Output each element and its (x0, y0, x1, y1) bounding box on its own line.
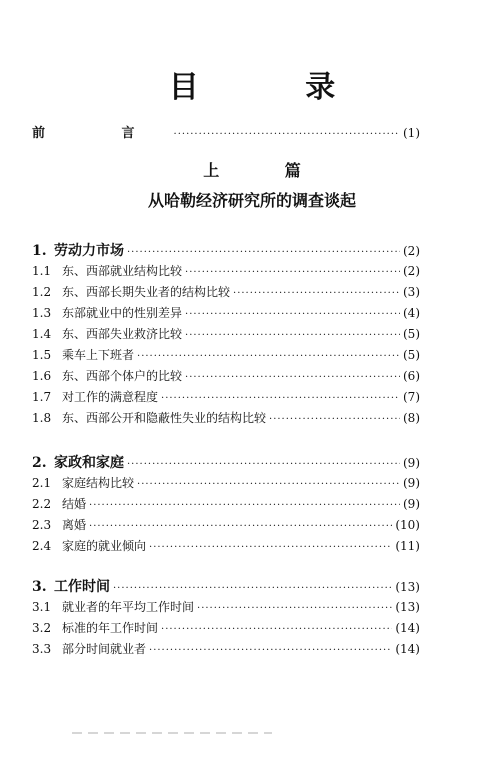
section-number: 2.4 (32, 539, 52, 553)
section-entry[interactable] (32, 367, 420, 385)
section-entry[interactable] (32, 346, 420, 364)
section-entry[interactable] (32, 474, 420, 492)
page-number: (3) (403, 285, 420, 299)
preface-entry[interactable] (32, 122, 420, 140)
part-title: 上 篇 (203, 161, 331, 180)
leader-dots (233, 288, 400, 299)
section-title: 乘车上下班者 (62, 348, 135, 362)
chapter-number: 2. (32, 455, 47, 471)
section-number: 1.2 (32, 285, 52, 299)
leader-dots (185, 372, 400, 383)
chapter-title: 工作时间 (54, 579, 110, 595)
section-number: 1.6 (32, 369, 52, 383)
chapter-entry[interactable] (32, 576, 420, 594)
section-number: 3.2 (32, 621, 52, 635)
section-title: 对工作的满意程度 (62, 390, 159, 404)
section-title: 东、西部失业救济比较 (62, 327, 183, 341)
section-number: 1.5 (32, 348, 52, 362)
page-number: (6) (403, 369, 420, 383)
scan-artifact (72, 732, 272, 734)
section-entry[interactable] (32, 262, 420, 280)
section-number: 1.4 (32, 327, 52, 341)
section-number: 3.3 (32, 642, 52, 656)
toc-title: 目 录 (168, 70, 384, 105)
section-entry[interactable] (32, 537, 420, 555)
page-number: (9) (403, 476, 420, 490)
leader-dots (113, 583, 392, 594)
page-number: (13) (395, 580, 420, 594)
leader-dots (185, 267, 400, 278)
section-title: 就业者的年平均工作时间 (62, 600, 195, 614)
page-number: (7) (403, 390, 420, 404)
leader-dots (127, 247, 400, 258)
leader-dots (185, 330, 400, 341)
section-entry[interactable] (32, 304, 420, 322)
section-title: 标准的年工作时间 (62, 621, 159, 635)
page-number: (9) (403, 497, 420, 511)
section-number: 2.3 (32, 518, 52, 532)
section-number: 1.3 (32, 306, 52, 320)
section-number: 1.7 (32, 390, 52, 404)
page-number: (10) (395, 518, 420, 532)
page-number: (4) (403, 306, 420, 320)
section-entry[interactable] (32, 409, 420, 427)
page-number: (8) (403, 411, 420, 425)
section-number: 1.1 (32, 264, 52, 278)
leader-dots (149, 542, 392, 553)
leader-dots (185, 309, 400, 320)
section-title: 东、西部长期失业者的结构比较 (62, 285, 231, 299)
section-title: 离婚 (62, 518, 87, 532)
section-entry[interactable] (32, 640, 420, 658)
leader-dots (149, 645, 392, 656)
page-number: (2) (403, 264, 420, 278)
leader-dots (197, 603, 392, 614)
page-number: (11) (395, 539, 420, 553)
page-number: (5) (403, 348, 420, 362)
leader-dots (137, 479, 400, 490)
page-number: (14) (395, 621, 420, 635)
leader-dots (89, 521, 392, 532)
section-entry[interactable] (32, 598, 420, 616)
page-number: (5) (403, 327, 420, 341)
section-entry[interactable] (32, 516, 420, 534)
page-number: (13) (395, 600, 420, 614)
section-title: 东、西部个体户的比较 (62, 369, 183, 383)
leader-dots (137, 351, 400, 362)
chapter-title: 劳动力市场 (54, 243, 124, 259)
page-number: (14) (395, 642, 420, 656)
section-entry[interactable] (32, 495, 420, 513)
page-number: (9) (403, 456, 420, 470)
leader-dots (161, 393, 400, 404)
chapter-number: 1. (32, 243, 47, 259)
section-entry[interactable] (32, 283, 420, 301)
section-title: 东部就业中的性别差异 (62, 306, 183, 320)
section-number: 2.2 (32, 497, 52, 511)
section-number: 2.1 (32, 476, 52, 490)
chapter-title: 家政和家庭 (54, 455, 124, 471)
leader-dots (127, 459, 400, 470)
page-number: (2) (403, 244, 420, 258)
section-entry[interactable] (32, 388, 420, 406)
preface-label: 前 言 (32, 126, 171, 141)
leader-dots (89, 500, 400, 511)
section-title: 部分时间就业者 (62, 642, 147, 656)
section-number: 1.8 (32, 411, 52, 425)
section-entry[interactable] (32, 325, 420, 343)
section-number: 3.1 (32, 600, 52, 614)
section-title: 东、西部公开和隐蔽性失业的结构比较 (62, 411, 267, 425)
part-subtitle: 从哈勒经济研究所的调查谈起 (147, 191, 356, 210)
section-title: 家庭的就业倾向 (62, 539, 147, 553)
section-title: 家庭结构比较 (62, 476, 135, 490)
chapter-entry[interactable] (32, 452, 420, 470)
leader-dots (174, 129, 400, 140)
chapter-number: 3. (32, 579, 47, 595)
page-number: (1) (403, 126, 420, 140)
section-entry[interactable] (32, 619, 420, 637)
section-title: 结婚 (62, 497, 87, 511)
leader-dots (161, 624, 392, 635)
leader-dots (269, 414, 400, 425)
chapter-entry[interactable] (32, 240, 420, 258)
section-title: 东、西部就业结构比较 (62, 264, 183, 278)
